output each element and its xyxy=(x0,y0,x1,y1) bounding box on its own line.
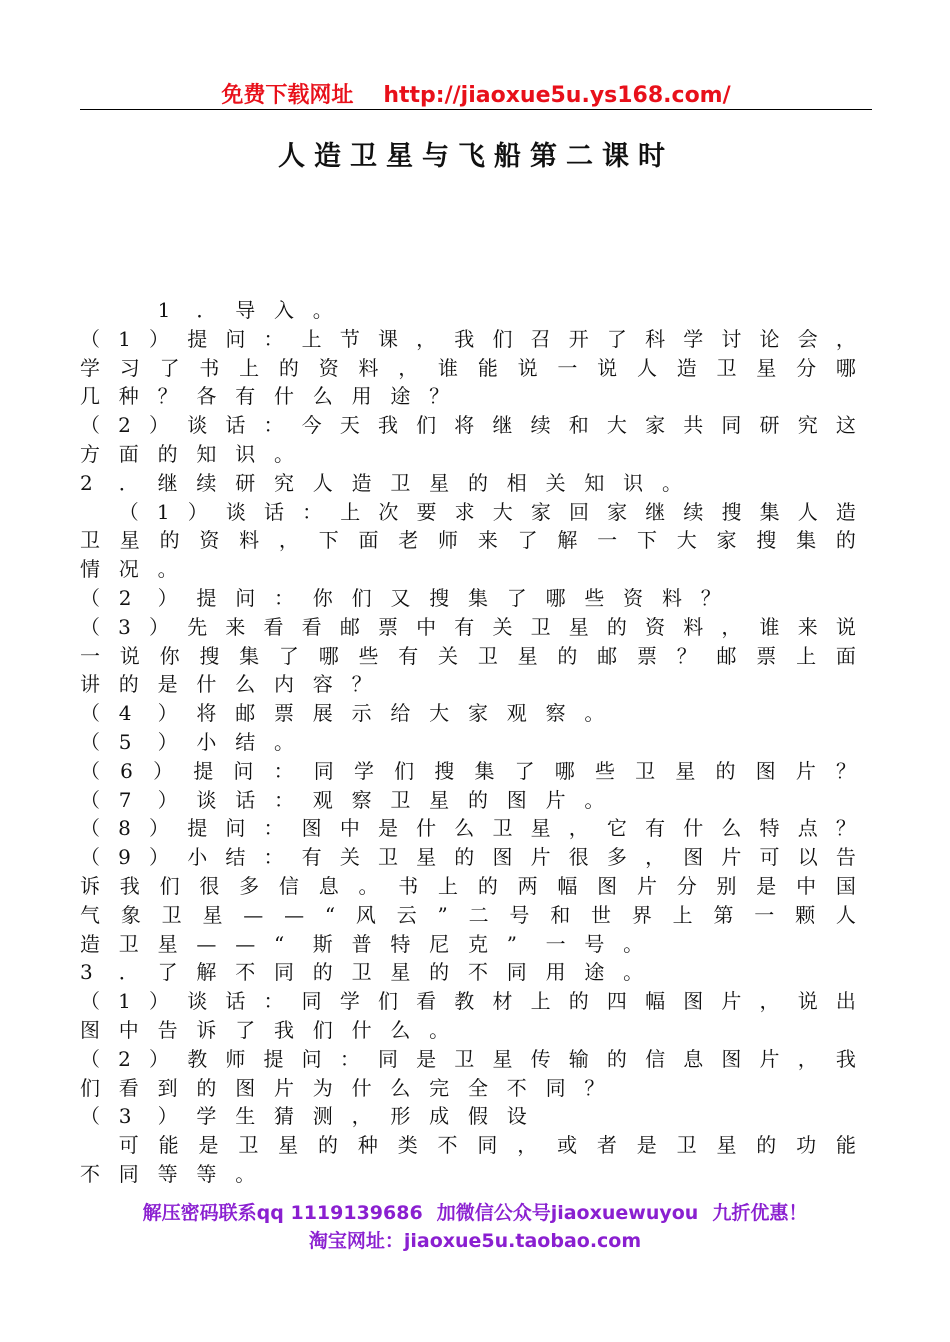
paragraph-line-text: 讲 的 是 什 么 内 容 ？ xyxy=(80,672,372,697)
paragraph-line xyxy=(80,555,856,584)
paragraph-line-text: （ 1 ） 提 问 ： 上 节 课 ， 我 们 召 开 了 科 学 讨 论 会 ， xyxy=(80,326,856,351)
paragraph-line xyxy=(80,958,856,987)
paragraph-line xyxy=(80,814,856,843)
download-label: 免费下载网址 xyxy=(221,83,354,108)
paragraph-line-text: 几 种 ？ 各 有 什 么 用 途 ？ xyxy=(80,384,450,409)
footer-taobao-label: 淘宝网址： xyxy=(308,1230,404,1252)
paragraph-line-text: 们 看 到 的 图 片 为 什 么 完 全 不 同 ？ xyxy=(80,1075,605,1100)
paragraph-line-text: （ 9 ） 小 结 ： 有 关 卫 星 的 图 片 很 多 ， 图 片 可 以 告 xyxy=(80,845,856,870)
paragraph-line xyxy=(80,843,856,872)
paragraph-line-text: 造 卫 星 — — “ 斯 普 特 尼 克 ” 一 号 。 xyxy=(80,931,644,956)
paragraph-line xyxy=(80,526,856,555)
paragraph-line-text: （ 3 ） 先 来 看 看 邮 票 中 有 关 卫 星 的 资 料 ， 谁 来 说 xyxy=(80,614,856,639)
paragraph-line xyxy=(80,469,856,498)
paragraph-line-text: （ 1 ） 谈 话 ： 上 次 要 求 大 家 回 家 继 续 搜 集 人 造 xyxy=(118,499,856,524)
paragraph-line xyxy=(80,584,856,613)
paragraph-line xyxy=(80,354,856,383)
paragraph-line xyxy=(80,1131,856,1160)
header-divider xyxy=(80,109,872,110)
paragraph-line-text: （ 2 ） 提 问 ： 你 们 又 搜 集 了 哪 些 资 料 ？ xyxy=(80,585,721,610)
footer-contact-label: 解压密码联系 xyxy=(142,1202,257,1224)
paragraph-line-text: （ 7 ） 谈 话 ： 观 察 卫 星 的 图 片 。 xyxy=(80,787,605,812)
paragraph-line-text: （ 8 ） 提 问 ： 图 中 是 什 么 卫 星 ， 它 有 什 么 特 点 ？ xyxy=(80,816,856,841)
paragraph-line xyxy=(80,1074,856,1103)
paragraph-line-text: 情 况 。 xyxy=(80,557,178,582)
paragraph-line xyxy=(80,325,856,354)
document-body xyxy=(80,296,856,1189)
paragraph-line-text: （ 4 ） 将 邮 票 展 示 给 大 家 观 察 。 xyxy=(80,701,605,726)
paragraph-line-text: （ 3 ） 学 生 猜 测 ， 形 成 假 设 xyxy=(80,1104,527,1129)
paragraph-line-text: 3 ． 了 解 不 同 的 卫 星 的 不 同 用 途 。 xyxy=(80,960,644,985)
footer-discount: 九折优惠！ xyxy=(712,1202,808,1224)
paragraph-line-text: 诉 我 们 很 多 信 息 。 书 上 的 两 幅 图 片 分 别 是 中 国 xyxy=(80,873,856,898)
paragraph-line-text: 一 说 你 搜 集 了 哪 些 有 关 卫 星 的 邮 票 ？ 邮 票 上 面 xyxy=(80,643,856,668)
paragraph-line xyxy=(80,987,856,1016)
footer-wechat-label: 加微信公众号 xyxy=(436,1202,551,1224)
paragraph-line xyxy=(80,670,856,699)
paragraph-line xyxy=(80,440,856,469)
paragraph-line xyxy=(80,642,856,671)
paragraph-line xyxy=(80,498,856,527)
paragraph-line-text: 1 ． 导 入 。 xyxy=(157,298,333,322)
paragraph-line xyxy=(80,296,856,325)
paragraph-line xyxy=(80,613,856,642)
paragraph-line xyxy=(80,1160,856,1189)
paragraph-line-text: （ 2 ） 谈 话 ： 今 天 我 们 将 继 续 和 大 家 共 同 研 究 这 xyxy=(80,413,856,438)
paragraph-line-text: （ 6 ） 提 问 ： 同 学 们 搜 集 了 哪 些 卫 星 的 图 片 ？ xyxy=(80,758,856,783)
paragraph-line-text: （ 5 ） 小 结 。 xyxy=(80,729,294,754)
paragraph-line xyxy=(80,786,856,815)
footer-wechat-id: jiaoxuewuyou xyxy=(550,1202,699,1224)
footer-qq: qq 1119139686 xyxy=(256,1202,423,1224)
paragraph-line xyxy=(80,901,856,930)
paragraph-line xyxy=(80,757,856,786)
download-header xyxy=(80,78,872,109)
footer-taobao-line xyxy=(0,1226,950,1253)
paragraph-line xyxy=(80,1102,856,1131)
paragraph-line xyxy=(80,1045,856,1074)
paragraph-line-text: 可 能 是 卫 星 的 种 类 不 同 ， 或 者 是 卫 星 的 功 能 xyxy=(118,1133,856,1158)
paragraph-line-text: 2 ． 继 续 研 究 人 造 卫 星 的 相 关 知 识 。 xyxy=(80,470,682,495)
paragraph-line-text: 学 习 了 书 上 的 资 料 ， 谁 能 说 一 说 人 造 卫 星 分 哪 xyxy=(80,355,856,380)
paragraph-line xyxy=(80,699,856,728)
paragraph-line xyxy=(80,1016,856,1045)
paragraph-line xyxy=(80,411,856,440)
download-url-link[interactable]: http://jiaoxue5u.ys168.com/ xyxy=(383,83,731,108)
paragraph-line-text: 不 同 等 等 。 xyxy=(80,1161,256,1186)
footer-contact-line xyxy=(0,1198,950,1225)
paragraph-line xyxy=(80,382,856,411)
footer-taobao-link[interactable]: jiaoxue5u.taobao.com xyxy=(403,1230,642,1252)
paragraph-line-text: 图 中 告 诉 了 我 们 什 么 。 xyxy=(80,1017,450,1042)
paragraph-line-text: （ 2 ） 教 师 提 问 ： 同 是 卫 星 传 输 的 信 息 图 片 ， 我 xyxy=(80,1046,856,1071)
paragraph-line-text: 卫 星 的 资 料 ， 下 面 老 师 来 了 解 一 下 大 家 搜 集 的 xyxy=(80,528,856,553)
paragraph-line-text: 方 面 的 知 识 。 xyxy=(80,441,294,466)
paragraph-line-text: 气 象 卫 星 — — “ 风 云 ” 二 号 和 世 界 上 第 一 颗 人 xyxy=(80,902,856,927)
page-title: 人造卫星与飞船第二课时 xyxy=(278,141,674,172)
paragraph-line xyxy=(80,930,856,959)
paragraph-line-text: （ 1 ） 谈 话 ： 同 学 们 看 教 材 上 的 四 幅 图 片 ， 说 出 xyxy=(80,989,856,1014)
paragraph-line xyxy=(80,872,856,901)
paragraph-line xyxy=(80,728,856,757)
